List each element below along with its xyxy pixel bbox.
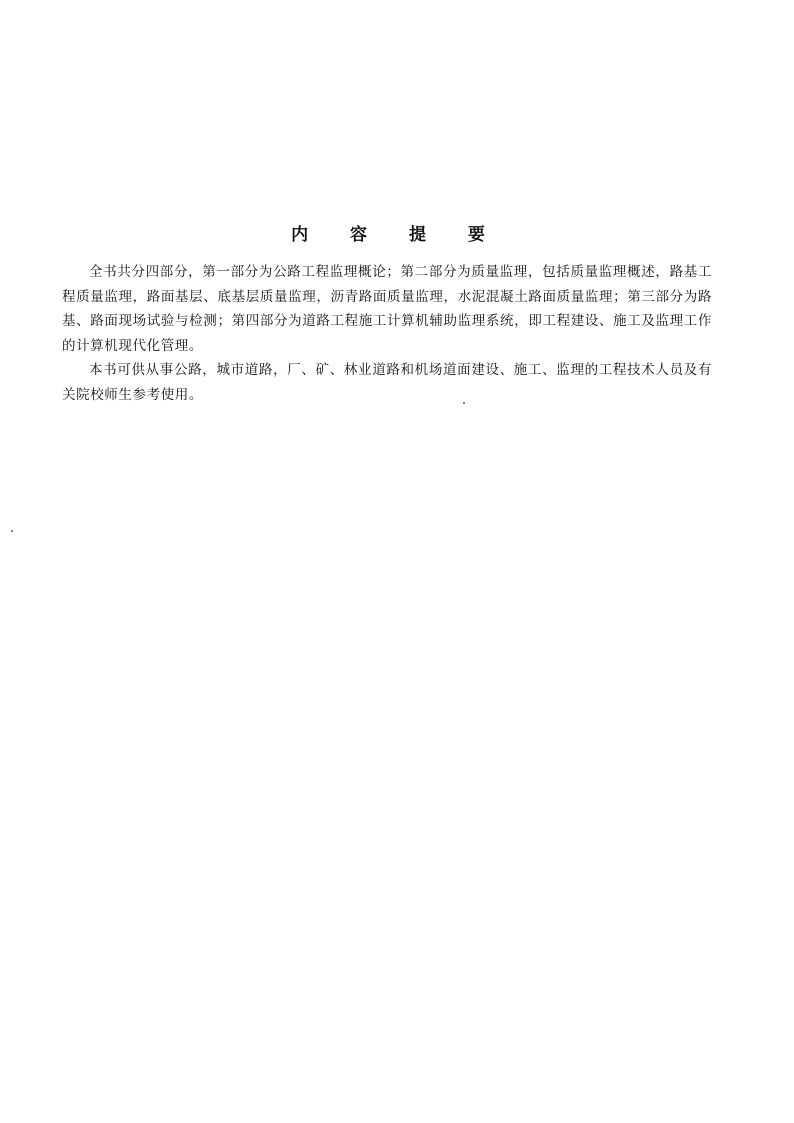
abstract-body [62,260,712,407]
document-title: 内 容 提 要 [291,225,503,245]
scan-speck [11,530,13,532]
abstract-paragraph-1: 全书共分四部分，第一部分为公路工程监理概论；第二部分为质量监理，包括质量监理概述，路基工程质量监理，路面基层、底基层质量监理，沥青路面质量监理，水泥混凝土路面质量监理；第三部分为路基、路面现场试验与检测；第四部分为道路工程施工计算机辅助监理系统，即工程建设、施工及监理工作的计算机现代化管理。 [62,264,712,354]
abstract-paragraph-2: 本书可供从事公路，城市道路，厂、矿、林业道路和机场道面建设、施工、监理的工程技术人员及有关院校师生参考使用。 [62,362,712,403]
scan-speck [463,402,465,404]
